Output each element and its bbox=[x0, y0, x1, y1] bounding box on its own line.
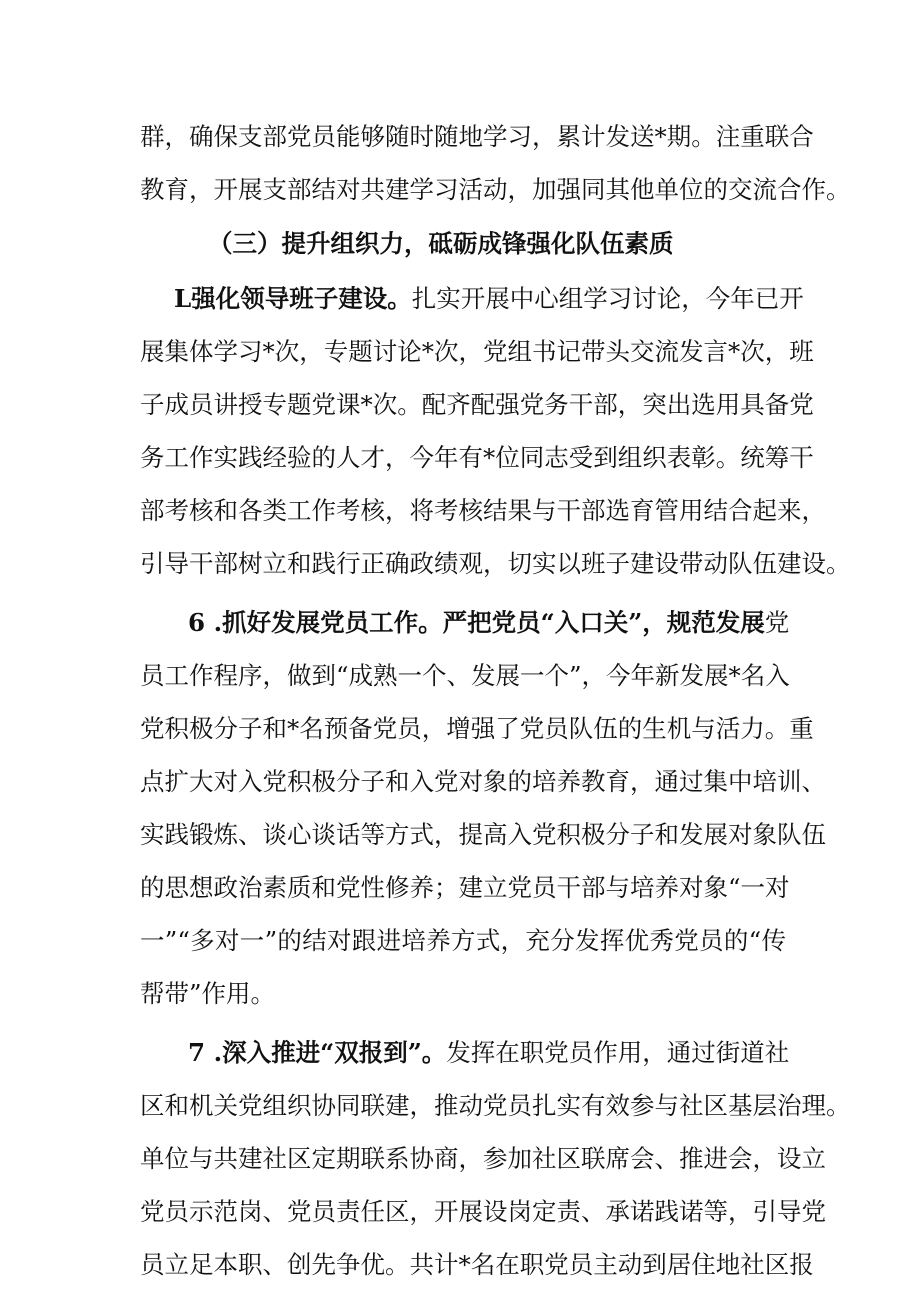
paragraph-line: 单位与共建社区定期联系协商，参加社区联席会、推进会，设立 bbox=[140, 1144, 826, 1173]
item-5-text: 扎实开展中心组学习讨论，今年已开 bbox=[411, 284, 804, 313]
item-7-text: 发挥在职党员作用，通过街道社 bbox=[446, 1038, 790, 1067]
paragraph-line: 展集体学习*次，专题讨论*次，党组书记带头交流发言*次，班 bbox=[140, 337, 814, 366]
document-page bbox=[140, 110, 851, 1291]
item-5-first-line bbox=[140, 272, 804, 325]
item-6-first-line bbox=[140, 596, 790, 649]
paragraph-line: 实践锻炼、谈心谈话等方式，提高入党积极分子和发展对象队伍 bbox=[140, 820, 826, 849]
paragraph-line: 党积极分子和*名预备党员，增强了党员队伍的生机与活力。重 bbox=[140, 714, 814, 743]
section-heading: （三）提升组织力，砥砺成锋强化队伍素质 bbox=[208, 229, 674, 258]
item-6-title: 6 .抓好发展党员工作。严把党员“入口关”，规范发展 bbox=[188, 608, 765, 637]
paragraph-line: 员工作程序，做到“成熟一个、发展一个”，今年新发展*名入 bbox=[140, 661, 790, 690]
paragraph-line: 帮带”作用。 bbox=[140, 979, 276, 1008]
paragraph-line: 一”“多对一”的结对跟进培养方式，充分发挥优秀党员的“传 bbox=[140, 926, 786, 955]
paragraph-line: 区和机关党组织协同联建，推动党员扎实有效参与社区基层治理。 bbox=[140, 1091, 851, 1120]
paragraph-line: 教育，开展支部结对共建学习活动，加强同其他单位的交流合作。 bbox=[140, 175, 851, 204]
item-6-text: 党 bbox=[764, 608, 790, 637]
paragraph-line: 党员示范岗、党员责任区，开展设岗定责、承诺践诺等，引导党 bbox=[140, 1197, 826, 1226]
paragraph-line: 的思想政治素质和党性修养；建立党员干部与培养对象“一对 bbox=[140, 873, 790, 902]
item-7-title: 7 .深入推进“双报到”。 bbox=[188, 1038, 447, 1067]
paragraph-line: 务工作实践经验的人才，今年有*位同志受到组织表彰。统筹干 bbox=[140, 443, 814, 472]
item-5-title: L强化领导班子建设。 bbox=[174, 284, 412, 313]
paragraph-line: 员立足本职、创先争优。共计*名在职党员主动到居住地社区报 bbox=[140, 1250, 814, 1279]
paragraph-line: 部考核和各类工作考核，将考核结果与干部选育管用结合起来， bbox=[140, 496, 826, 525]
paragraph-line: 点扩大对入党积极分子和入党对象的培养教育，通过集中培训、 bbox=[140, 767, 826, 796]
paragraph-line: 引导干部树立和践行正确政绩观，切实以班子建设带动队伍建设。 bbox=[140, 549, 851, 578]
item-7-first-line bbox=[140, 1026, 790, 1079]
paragraph-line: 子成员讲授专题党课*次。配齐配强党务干部，突出选用具备党 bbox=[140, 390, 814, 419]
paragraph-line: 群，确保支部党员能够随时随地学习，累计发送*期。注重联合 bbox=[140, 122, 814, 151]
